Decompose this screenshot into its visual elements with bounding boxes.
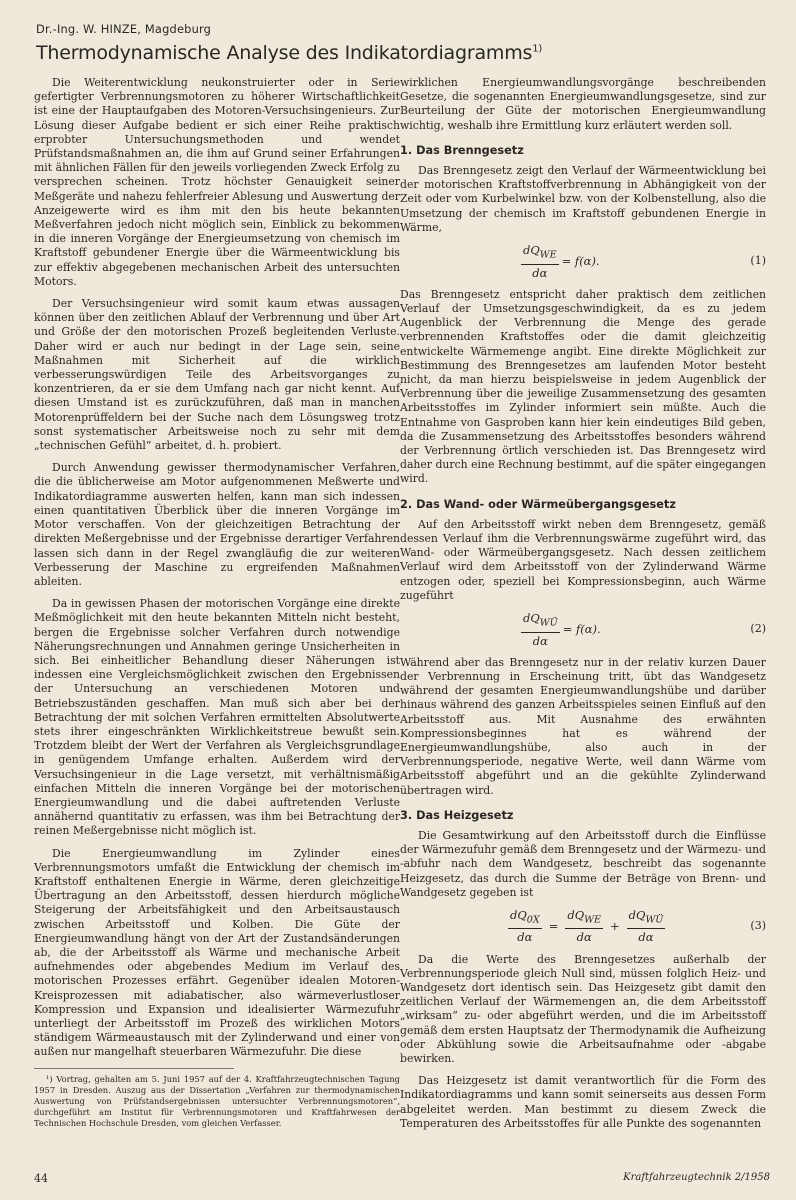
eq-rhs: = f(α).	[562, 622, 601, 637]
fraction	[627, 908, 666, 945]
eq-denominator: dα	[532, 633, 548, 648]
fraction	[565, 908, 603, 945]
title-text: Thermodynamische Analyse des Indikatordiagramms	[36, 42, 533, 64]
paragraph: Während aber das Brenngesetz nur in der relativ kurzen Dauer der Verbrennung in Erscheinung tritt, übt das Wandgesetz während der gesamten Energieumwandlungshübe und darüber hinaus während des ganzen Arbeitsspieles seinen Einfluß auf den Arbeitsstoff aus. Mit Ausnahme des erwähnten Kompressionsbeginnes hat es während der Energieumwandlungshübe, also auch in der Verbrennungsperiode, negative Werte, weil dann Wärme vom Arbeitsstoff abgeführt und an die gekühlte Zylinderwand übertragen wird.	[400, 655, 766, 797]
equation-2	[400, 611, 766, 648]
section-heading-1: 1. Das Brenngesetz	[400, 143, 524, 157]
eq-denominator: dα	[576, 930, 592, 945]
fraction	[508, 908, 542, 945]
eq-plus: +	[610, 919, 620, 934]
equation-3	[400, 908, 766, 945]
eq-subscript: WE	[539, 249, 557, 261]
paragraph: Da in gewissen Phasen der motorischen Vorgänge eine direkte Meßmöglichkeit mit den heute bekannten Mitteln nicht besteht, bergen die Ergebnisse solcher Verfahren durch notwendige Näherungsrechnungen und Annahmen geringe Unsicherheiten in sich. Bei einheitlicher Behandlung dieser Näherungen ist indessen eine Vergleichsmöglichkeit zwischen den Ergebnissen der Untersuchung an verschiedenen Motoren und Betriebszuständen geschaffen. Man muß sich aber bei der Betrachtung der mit solchen Verfahren ermittelten Absolutwerte stets ihrer eingeschränkten Wirklichkeitstreue bewußt sein. Trotzdem bleibt der Wert der Verfahren als Vergleichsgrundlage in genügendem Umfange erhalten. Außerdem wird der Versuchsingenieur in die Lage versetzt, mit verhältnismäßig einfachen Mitteln die inneren Vorgänge bei der motorischen Energieumwandlung und die dabei auftretenden Verluste annähernd quantitativ zu erfassen, was ihm bei Betrachtung der reinen Meßergebnisse nicht möglich ist.	[34, 597, 400, 838]
eq-subscript: WE	[584, 914, 601, 926]
left-column	[34, 76, 400, 1139]
eq-rhs: = f(α).	[561, 254, 600, 269]
journal-reference: Kraftfahrzeugtechnik 2/1958	[623, 1172, 770, 1183]
eq-denominator: dα	[638, 930, 654, 945]
paragraph: Das Heizgesetz ist damit verantwortlich für die Form des Indikatordiagramms und kann somit seinerseits aus dessen Form abgeleitet werden. Man bestimmt zu diesem Zweck die Temperaturen des Arbeitsstoffes für alle Punkte des sogenannten	[400, 1074, 766, 1130]
paragraph: Die Weiterentwicklung neukonstruierter oder in Serie gefertigter Verbrennungsmotoren zu höherer Wirtschaftlichkeit ist eine der Hauptaufgaben des Motoren-Versuchsingenieurs. Zur Lösung dieser Aufgabe bedient er sich einer Reihe praktisch erprobter Untersuchungsmethoden und wendet Prüfstandsmaßnahmen an, die ihm auf Grund seiner Erfahrungen mit ähnlichen Fällen für den jeweils vorliegenden Zweck Erfolg zu versprechen scheinen. Trotz höchster Genauigkeit seiner Meßgeräte und nahezu fehlerfreier Ablesung und Auswertung der Anzeigewerte wird es ihm mit den bis heute bekannten Meßverfahren jedoch nicht möglich sein, Einblick zu bekommen in die inneren Vorgänge der Energieumsetzung von chemisch im Kraftstoff gebundener Energie über die Wärmeentwicklung bis zur effektiv abgegebenen mechanischen Arbeit des untersuchten Motors.	[34, 76, 400, 288]
section-heading-2: 2. Das Wand- oder Wärmeübergangsgesetz	[400, 497, 676, 511]
fraction	[521, 611, 560, 648]
eq-subscript: 0X	[526, 914, 540, 926]
equation-number: (3)	[750, 919, 766, 933]
eq-numerator: dQ	[510, 907, 527, 922]
eq-numerator: dQ	[628, 907, 646, 922]
footnote: ¹) Vortrag, gehalten am 5. Juni 1957 auf der 4. Kraftfahrzeugtechnischen Tagung 1957 in Dresden. Auszug aus der Dissertation „Verfahren zur thermodynamischen Auswertung von Prüfstandsergebnissen untersuchter Verbrennungsmotoren“, durchgeführt am Institut für Verbrennungsmotoren und Kraftfahrwesen der Technischen Hochschule Dresden, vom gleichen Verfasser.	[34, 1073, 400, 1128]
eq-subscript: WÜ	[645, 914, 664, 926]
article-title	[36, 42, 776, 64]
section-heading-3: 3. Das Heizgesetz	[400, 808, 514, 822]
right-column	[400, 76, 766, 1139]
eq-numerator: dQ	[523, 243, 540, 258]
page-number: 44	[34, 1172, 48, 1185]
eq-numerator: dQ	[567, 907, 585, 922]
footnote-rule	[34, 1068, 234, 1069]
author-line: Dr.-Ing. W. HINZE, Magdeburg	[36, 22, 212, 36]
paragraph: Auf den Arbeitsstoff wirkt neben dem Brenngesetz, gemäß dessen Verlauf ihm die Verbrennungswärme zugeführt wird, das Wand- oder Wärmeübergangsgesetz. Nach dessen zeitlichem Verlauf wird dem Arbeitsstoff von der Zylinderwand Wärme entzogen oder, speziell bei Kompressionsbeginn, auch Wärme zugeführt	[400, 517, 766, 602]
paragraph: Der Versuchsingenieur wird somit kaum etwas aussagen können über den zeitlichen Ablauf der Verbrennung und über Art und Größe der den motorischen Prozeß begleitenden Verluste. Daher wird er auch nur bedingt in der Lage sein, seine Maßnahmen mit Sicherheit auf die wirklich verbesserungswürdigen Teile des Arbeitsvorganges zu konzentrieren, da er sie dem Umfang nach gar nicht kennt. Auf diesen Umstand ist es zurückzuführen, daß man in manchen Motorenprüffeldern bei der Suche nach dem Lösungsweg trotz sonst systematischer Arbeitsweise noch zu sehr mit dem „technischen Gefühl“ arbeitet, d. h. probiert.	[34, 297, 400, 453]
paragraph: Die Energieumwandlung im Zylinder eines Verbrennungsmotors umfaßt die Entwicklung der chemisch im Kraftstoff enthaltenen Energie in Wärme, deren gleichzeitige Übertragung an den Arbeitsstoff, dessen hierdurch mögliche Steigerung der Arbeitsfähigkeit und den Arbeitsaustausch zwischen Arbeitsstoff und Kolben. Die Güte der Energieumwandlung hängt von der Art der Zustandsänderungen ab, die der Arbeitsstoff als Wärme und mechanische Arbeit aufnehmendes oder abgebendes Medium im Verlauf des motorischen Prozesses erfährt. Gegenüber idealen Motoren-Kreisprozessen mit adiabatischer, also wärmeverlustloser Kompression und Expansion und idealisierter Wärmezufuhr unterliegt der Arbeitsstoff im Prozeß des wirklichen Motors ständigem Wärmeaustausch mit der Zylinderwand und einer von außen nur mangelhaft steuerbaren Wärmezufuhr. Die diese	[34, 846, 400, 1059]
paragraph: Die Gesamtwirkung auf den Arbeitsstoff durch die Einflüsse der Wärmezufuhr gemäß dem Brenngesetz und der Wärmezu- und -abfuhr nach dem Wandgesetz, beschreibt das sogenannte Heizgesetz, das durch die Summe der Beträge von Brenn- und Wandgesetz gegeben ist	[400, 828, 766, 899]
paragraph: Das Brenngesetz zeigt den Verlauf der Wärmeentwicklung bei der motorischen Kraftstoffverbrennung in Abhängigkeit von der Zeit oder vom Kurbelwinkel bzw. von der Kolbenstellung, also die Umsetzung der chemisch im Kraftstoff gebundenen Energie in Wärme,	[400, 164, 766, 234]
equation-1	[400, 243, 766, 280]
eq-subscript: WÜ	[539, 617, 558, 629]
two-column-body	[20, 76, 776, 1139]
title-footnote-marker: 1)	[532, 43, 543, 55]
eq-equals: =	[548, 919, 559, 934]
eq-numerator: dQ	[523, 611, 540, 625]
paragraph: Das Brenngesetz entspricht daher praktisch dem zeitlichen Verlauf der Umsetzungsgeschwindigkeit, da es zu jedem Augenblick der Verbrennung die Menge des gerade verbrennenden Kraftstoffes oder die damit gleichzeitig entwickelte Wärmemenge angibt. Eine direkte Möglichkeit zur Bestimmung des Brenngesetzes am laufenden Motor besteht nicht, da man hierzu beispielsweise in jedem Augenblick der Verbrennung über die jeweilige Zusammensetzung des gesamten Arbeitsstoffes im Zylinder informiert sein müßte. Auch die Entnahme von Gasproben kann hier kein eindeutiges Bild geben, da die Zusammensetzung des Arbeitsstoffes besonders während der Verbrennung örtlich verschieden ist. Das Brenngesetz wird daher durch eine Rechnung bestimmt, auf die später eingegangen wird.	[400, 287, 766, 486]
equation-number: (2)	[750, 622, 766, 636]
eq-denominator: dα	[532, 265, 548, 280]
paragraph: wirklichen Energieumwandlungsvorgänge beschreibenden Gesetze, die sogenannten Energieumwandlungsgesetze, sind zur Beurteilung der Güte der motorischen Energieumwandlung wichtig, weshalb ihre Ermittlung kurz erläutert werden soll.	[400, 76, 766, 132]
paragraph: Durch Anwendung gewisser thermodynamischer Verfahren, die die üblicherweise am Motor aufgenommenen Meßwerte und Indikatordiagramme auswerten helfen, kann man sich indessen einen quantitativen Überblick über die inneren Vorgänge im Motor verschaffen. Von der gleichzeitigen Betrachtung der direkten Meßergebnisse und der Ergebnisse derartiger Verfahren lassen sich dann in der Regel zwangläufig die zur weiteren Verbesserung der Maschine zu ergreifenden Maßnahmen ableiten.	[34, 461, 400, 588]
paragraph: Da die Werte des Brenngesetzes außerhalb der Verbrennungsperiode gleich Null sind, müssen folglich Heiz- und Wandgesetz dort identisch sein. Das Heizgesetz gibt damit den zeitlichen Verlauf der Wärmemengen an, die dem Arbeitsstoff „wirksam“ zu- oder abgeführt werden, und die im Arbeitsstoff gemäß dem ersten Hauptsatz der Thermodynamik die Aufheizung oder Abkühlung sowie die Arbeitsaufnahme oder -abgabe bewirken.	[400, 952, 766, 1066]
eq-denominator: dα	[517, 930, 533, 945]
fraction	[521, 243, 559, 280]
page-footer	[34, 1172, 770, 1185]
equation-number: (1)	[750, 254, 766, 268]
